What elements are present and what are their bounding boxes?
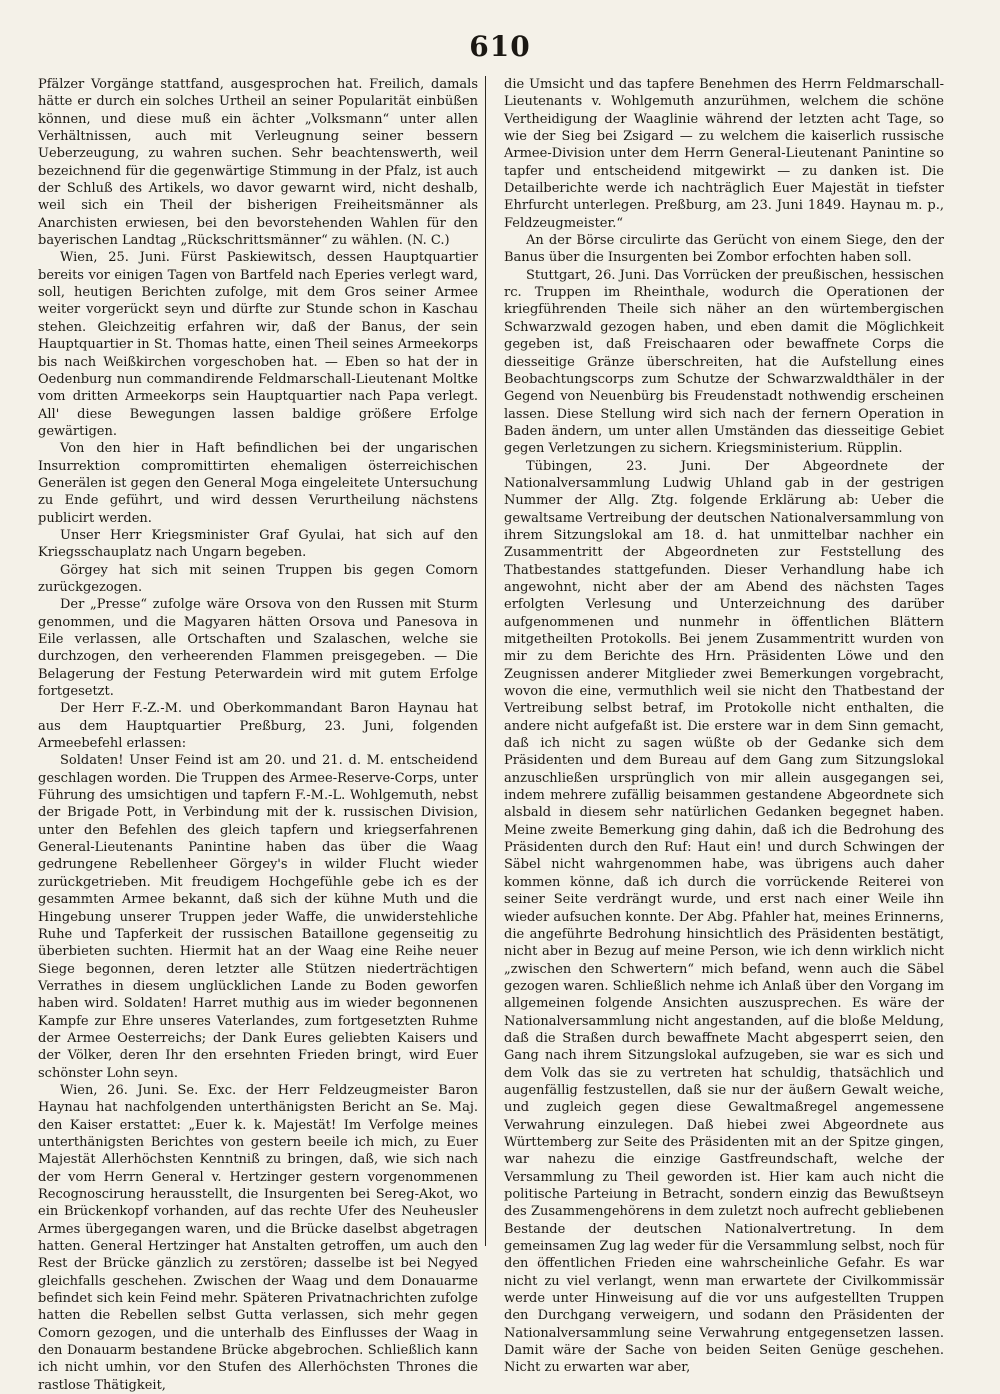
paragraph: Unser Herr Kriegsminister Graf Gyulai, hat sich auf den Kriegsschauplatz nach Ungarn begeben. (38, 527, 478, 561)
right-column (504, 76, 944, 1376)
paragraph: Tübingen, 23. Juni. Der Abgeordnete der Nationalversammlung Ludwig Uhland gab in der gestrigen Nummer der Allg. Ztg. folgende Erklärung ab: Ueber die gewaltsame Vertreibung der deutschen Nationalversammlung von ihrem Sitzungslokal am 18. d. hat unmittelbar nachher ein Zusammentritt der Abgeordneten zur Feststellung des Thatbestandes stattgefunden. Dieser Verhandlung habe ich angewohnt, nicht aber der am Abend des nächsten Tages erfolgten Verlesung und Unterzeichnung des darüber aufgenommenen und nunmehr in öffentlichen Blättern mitgetheilten Protokolls. Bei jenem Zusammentritt wurden von mir zu dem Berichte des Hrn. Präsidenten Löwe und den Zeugnissen anderer Mitglieder zwei Bemerkungen vorgebracht, wovon die eine, vermuthlich weil sie nicht den Thatbestand der Vertreibung selbst betraf, im Protokolle nicht enthalten, die andere nicht aufgefaßt ist. Die erstere war in dem Sinn gemacht, daß ich nicht zu sagen wüßte ob der Gedanke sich dem Präsidenten und dem Bureau auf dem Gang zum Sitzungslokal anzuschließen ursprünglich von mir allein ausgegangen sei, indem mehrere zufällig beisammen gestandene Abgeordnete sich alsbald in diesem sehr natürlichen Gedanken begegnet haben. Meine zweite Bemerkung ging dahin, daß ich die Bedrohung des Präsidenten durch den Ruf: Haut ein! und durch Schwingen der Säbel nicht wahrgenommen habe, was übrigens auch daher kommen könne, daß ich durch die vorrückende Reiterei von seiner Seite verdrängt wurde, und erst nach einer Weile ihn wieder aufsuchen konnte. Der Abg. Pfahler hat, meines Erinnerns, die angeführte Bedrohung hinsichtlich des Präsidenten bestätigt, nicht aber in Bezug auf meine Person, wie ich denn wirklich nicht „zwischen den Schwertern“ mich befand, wenn auch die Säbel gezogen waren. Schließlich nehme ich Anlaß über den Vorgang im allgemeinen folgende Ansichten auszusprechen. Es wäre der Nationalversammlung nicht angestanden, auf die bloße Meldung, daß die Straßen durch bewaffnete Macht abgesperrt seien, den Gang nach ihrem Sitzungslokal aufzugeben, sie war es sich und dem Volk das sie zu vertreten hat schuldig, thatsächlich und augenfällig festzustellen, daß sie nur der äußern Gewalt weiche, und zugleich gegen diese Gewaltmaßregel angemessene Verwahrung einzulegen. Daß hiebei zwei Abgeordnete aus Württemberg zur Seite des Präsidenten mit an der Spitze gingen, war nahezu die einzige Gastfreundschaft, welche der Versammlung zu Theil geworden ist. Hier kam auch nicht die politische Parteiung in Betracht, sondern einzig das Bewußtseyn des Zusammengehörens in dem zuletzt noch aufrecht gebliebenen Bestande der deutschen Nationalvertretung. In dem gemeinsamen Zug lag weder für die Versammlung selbst, noch für den öffentlichen Frieden eine wahrscheinliche Gefahr. Es war nicht zu viel verlangt, wenn man erwartete der Civilkommissär werde unter Hinweisung auf die vor uns aufgestellten Truppen den Durchgang verweigern, und sodann den Präsidenten der Nationalversammlung seine Verwahrung entgegensetzen lassen. Damit wäre der Sache von beiden Seiten Genüge geschehen. Nicht zu erwarten war aber, (504, 458, 944, 1376)
paragraph: Der „Presse“ zufolge wäre Orsova von den Russen mit Sturm genommen, und die Magyaren hätten Orsova und Panesova in Eile verlassen, alle Ortschaften und Szalaschen, welche sie durchzogen, den verheerenden Flammen preisgegeben. — Die Belagerung der Festung Peterwardein wird mit gutem Erfolge fortgesetzt. (38, 597, 478, 700)
paragraph: Görgey hat sich mit seinen Truppen bis gegen Comorn zurückgezogen. (38, 562, 478, 595)
paragraph: Von den hier in Haft befindlichen bei der ungarischen Insurrektion compromittirten ehemaligen österreichischen Generälen ist gegen den General Moga eingeleitete Untersuchung zu Ende geführt, und wird dessen Verurtheilung nächstens publicirt werden. (38, 441, 478, 526)
paragraph: Soldaten! Unser Feind ist am 20. und 21. d. M. entscheidend geschlagen worden. Die Truppen des Armee-Reserve-Corps, unter Führung des umsichtigen und tapfern F.-M.-L. Wohlgemuth, nebst der Brigade Pott, in Verbindung mit der k. russischen Division, unter den Befehlen des gleich tapfern und kriegserfahrenen General-Lieutenants Panintine haben das über die Waag gedrungene Rebellenheer Görgey's in wilder Flucht wieder zurückgetrieben. Mit freudigem Hochgefühle gebe ich es der gesammten Armee bekannt, daß sich der kühne Muth und die Hingebung unserer Truppen jeder Waffe, die unwiderstehliche Ruhe und Tapferkeit der russischen Bataillone gegenseitig zu überbieten suchten. Hiermit hat an der Waag eine Reihe neuer Siege begonnen, deren letzter alle Stützen niederträchtigen Verrathes in diesem unglücklichen Lande zu Boden geworfen haben wird. Soldaten! Harret muthig aus im wieder begonnenen Kampfe zur Ehre unseres Vaterlandes, zum fortgesetzten Ruhme der Armee Oesterreichs; der Dank Eures geliebten Kaisers und der Völker, deren Ihr den ersehnten Frieden bringt, wird Euer schönster Lohn seyn. (38, 753, 478, 1081)
paragraph: Stuttgart, 26. Juni. Das Vorrücken der preußischen, hessischen rc. Truppen im Rheinthale, wodurch die Operationen der kriegführenden Theile sich näher an den würtembergischen Schwarzwald gezogen haben, und eben damit die Möglichkeit gegeben ist, daß Freischaaren oder bewaffnete Corps die diesseitige Gränze überschreiten, hat die Aufstellung eines Beobachtungscorps zum Schutze der Schwarzwaldthäler in der Gegend von Neuenbürg bis Freudenstadt nothwendig erscheinen lassen. Diese Stellung wird sich nach der fernern Operation in Baden ändern, um unter allen Umständen das diesseitige Gebiet gegen Verletzungen zu sichern. Kriegsministerium. Rüpplin. (504, 267, 944, 457)
paragraph: Wien, 26. Juni. Se. Exc. der Herr Feldzeugmeister Baron Haynau hat nachfolgenden unterthänigsten Bericht an Se. Maj. den Kaiser erstattet: „Euer k. k. Majestät! Im Verfolge meines unterthänigsten Berichtes von gestern beeile ich mich, zu Euer Majestät Allerhöchsten Kenntniß zu bringen, daß, wie sich nach der vom Herrn General v. Hertzinger gestern vorgenommenen Recognoscirung herausstellt, die Insurgenten bei Sereg-Akot, wo ein Brückenkopf vorhanden, auf das rechte Ufer des Neuheusler Armes übergegangen waren, und die Brücke daselbst abgetragen hatten. General Hertzinger hat Anstalten getroffen, um auch den Rest der Brücke gänzlich zu zerstören; dasselbe ist bei Negyed gleichfalls geschehen. Zwischen der Waag und dem Donauarme befindet sich kein Feind mehr. Späteren Privatnachrichten zufolge hatten die Rebellen selbst Gutta verlassen, sich mehr gegen Comorn gezogen, und die unterhalb des Einflusses der Waag in den Donauarm bestandene Brücke abgebrochen. Schließlich kann ich nicht umhin, vor den Stufen des Allerhöchsten Thrones die rastlose Thätigkeit, (38, 1082, 478, 1393)
paragraph: An der Börse circulirte das Gerücht von einem Siege, den der Banus über die Insurgenten bei Zombor erfochten haben soll. (504, 233, 944, 266)
column-divider (485, 76, 486, 1246)
page-number: 610 (469, 30, 531, 63)
paragraph: Pfälzer Vorgänge stattfand, ausgesprochen hat. Freilich, damals hätte er durch ein solches Urtheil an seiner Popularität einbüßen können, und diese muß ein ächter „Volksmann“ unter allen Verhältnissen, auch mit Verleugnung seiner bessern Ueberzeugung, zu wahren suchen. Sehr beachtenswerth, weil bezeichnend für die gegenwärtige Stimmung in der Pfalz, ist auch der Schluß des Artikels, wo davor gewarnt wird, nicht deshalb, weil sich ein Theil der bisherigen Freiheitsmänner als Anarchisten erwiesen, bei den bevorstehenden Wahlen für den bayerischen Landtag „Rückschrittsmänner“ zu wählen. (N. C.) (38, 77, 478, 249)
paragraph: Der Herr F.-Z.-M. und Oberkommandant Baron Haynau hat aus dem Hauptquartier Preßburg, 23. Juni, folgenden Armeebefehl erlassen: (38, 701, 478, 752)
left-column (38, 76, 478, 1393)
paragraph: die Umsicht und das tapfere Benehmen des Herrn Feldmarschall-Lieutenants v. Wohlgemuth anzurühmen, welchem die schöne Vertheidigung der Waaglinie während der letzten acht Tage, so wie der Sieg bei Zsigard — zu welchem die kaiserlich russische Armee-Division unter dem Herrn General-Lieutenant Panintine so tapfer und entscheidend mitgewirkt — zu danken ist. Die Detailberichte werde ich nachträglich Euer Majestät in tiefster Ehrfurcht unterlegen. Preßburg, am 23. Juni 1849. Haynau m. p., Feldzeugmeister.“ (504, 77, 944, 231)
paragraph: Wien, 25. Juni. Fürst Paskiewitsch, dessen Hauptquartier bereits vor einigen Tagen von Bartfeld nach Eperies verlegt ward, soll, heutigen Berichten zufolge, mit dem Gros seiner Armee weiter vorgerückt seyn und dürfte zur Stunde schon in Kaschau stehen. Gleichzeitig erfahren wir, daß der Banus, der sein Hauptquartier in St. Thomas hatte, einen Theil seines Armeekorps bis nach Weißkirchen vorgeschoben hat. — Eben so hat der in Oedenburg nun commandirende Feldmarschall-Lieutenant Moltke vom dritten Armeekorps sein Hauptquartier nach Papa verlegt. All' diese Bewegungen lassen baldige größere Erfolge gewärtigen. (38, 250, 478, 439)
